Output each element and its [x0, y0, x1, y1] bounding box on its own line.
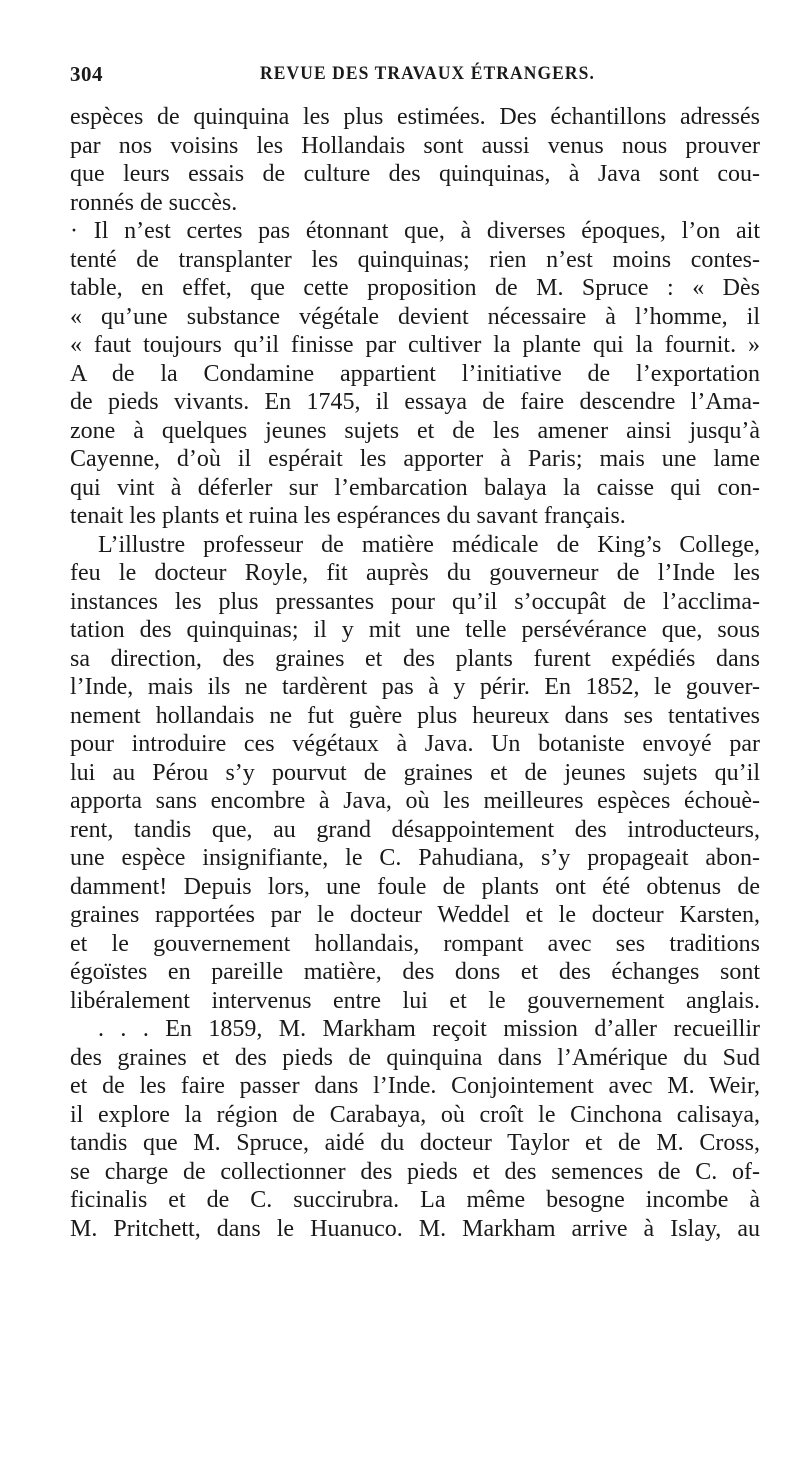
text-line: feu le docteur Royle, fit auprès du gouverneur de l’Inde les	[70, 560, 760, 586]
text-line: table, en effet, que cette proposition de M. Spruce : « Dès	[70, 275, 760, 301]
text-line: damment! Depuis lors, une foule de plants ont été obtenus de	[70, 873, 760, 900]
text-line: graines rapportées par le docteur Weddel et le docteur Karsten,	[70, 902, 760, 928]
text-line: « faut toujours qu’il finisse par cultiver la plante qui la fournit. »	[70, 332, 760, 358]
text-line: . . . En 1859, M. Markham reçoit mission d’aller recueillir	[98, 1016, 760, 1042]
text-line: se charge de collectionner des pieds et des semences de C. of-	[70, 1158, 760, 1185]
text-line: par nos voisins les Hollandais sont aussi venus nous prouver	[70, 132, 760, 159]
text-line: et le gouvernement hollandais, rompant avec ses traditions	[70, 930, 760, 957]
text-line: libéralement intervenus entre lui et le gouvernement anglais.	[70, 987, 760, 1014]
text-line: de pieds vivants. En 1745, il essaya de faire descendre l’Ama-	[70, 389, 760, 415]
text-line: tenait les plants et ruina les espérances du savant français.	[70, 503, 626, 529]
text-line: il explore la région de Carabaya, où croît le Cinchona calisaya,	[70, 1101, 760, 1128]
text-line: sa direction, des graines et des plants furent expédiés dans	[70, 645, 760, 672]
text-line: l’Inde, mais ils ne tardèrent pas à y périr. En 1852, le gouver-	[70, 674, 760, 700]
text-line: rent, tandis que, au grand désappointement des introducteurs,	[70, 816, 760, 843]
text-line: ronnés de succès.	[70, 189, 238, 216]
text-line: M. Pritchett, dans le Huanuco. M. Markham arrive à Islay, au	[70, 1215, 760, 1242]
text-line: nement hollandais ne fut guère plus heureux dans ses tentatives	[70, 702, 760, 729]
text-line: « qu’une substance végétale devient nécessaire à l’homme, il	[70, 303, 760, 330]
body-text	[70, 103, 760, 1243]
text-line: qui vint à déferler sur l’embarcation balaya la caisse qui con-	[70, 474, 760, 501]
text-line: tenté de transplanter les quinquinas; rien n’est moins contes-	[70, 246, 760, 273]
text-line: apporta sans encombre à Java, où les meilleures espèces échouè-	[70, 788, 760, 814]
text-line: tation des quinquinas; il y mit une telle persévérance que, sous	[70, 617, 760, 643]
text-line: instances les plus pressantes pour qu’il s’occupât de l’acclima-	[70, 588, 760, 615]
text-line: · Il n’est certes pas étonnant que, à diverses époques, l’on ait	[70, 218, 760, 244]
page-number: 304	[70, 62, 103, 86]
text-line: que leurs essais de culture des quinquinas, à Java sont cou-	[70, 161, 760, 187]
text-line: une espèce insignifiante, le C. Pahudiana, s’y propageait abon-	[70, 845, 760, 871]
running-head	[70, 62, 760, 92]
text-line: tandis que M. Spruce, aidé du docteur Taylor et de M. Cross,	[70, 1130, 760, 1156]
text-line: lui au Pérou s’y pourvut de graines et de jeunes sujets qu’il	[70, 759, 760, 786]
journal-title: REVUE DES TRAVAUX ÉTRANGERS.	[260, 63, 595, 84]
text-line: L’illustre professeur de matière médicale de King’s College,	[98, 531, 760, 558]
text-line: zone à quelques jeunes sujets et de les amener ainsi jusqu’à	[70, 417, 760, 444]
text-line: des graines et des pieds de quinquina dans l’Amérique du Sud	[70, 1044, 760, 1071]
text-line: égoïstes en pareille matière, des dons et des échanges sont	[70, 959, 760, 985]
text-line: espèces de quinquina les plus estimées. Des échantillons adressés	[70, 104, 760, 130]
text-line: pour introduire ces végétaux à Java. Un botaniste envoyé par	[70, 731, 760, 757]
text-line: Cayenne, d’où il espérait les apporter à Paris; mais une lame	[70, 446, 760, 472]
text-line: A de la Condamine appartient l’initiative de l’exportation	[70, 360, 760, 387]
text-line: ficinalis et de C. succirubra. La même besogne incombe à	[70, 1187, 760, 1213]
text-line: et de les faire passer dans l’Inde. Conjointement avec M. Weir,	[70, 1073, 760, 1099]
